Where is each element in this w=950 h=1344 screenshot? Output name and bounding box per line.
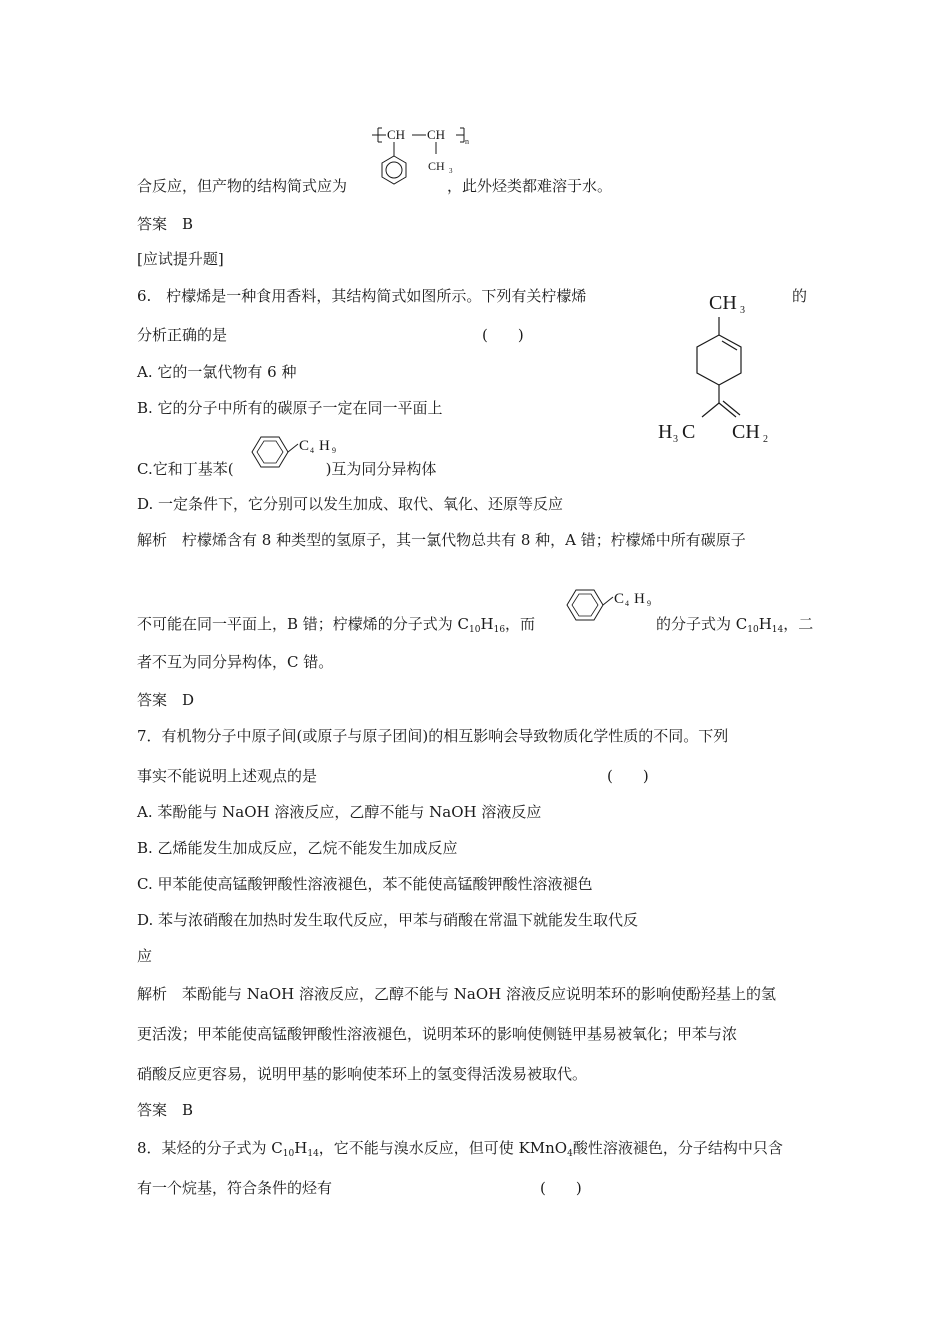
butyl-h-sub: 9 bbox=[647, 599, 651, 608]
q7-option-d-line2: 应 bbox=[137, 947, 153, 965]
q6-stem-line1-tail: 的 bbox=[792, 287, 808, 305]
polymer-ch3-sub: 3 bbox=[449, 167, 453, 175]
analysis-text-d: ，二 bbox=[783, 615, 814, 633]
q5-conclusion-post: ，此外烃类都难溶于水。 bbox=[447, 177, 613, 195]
q5-answer bbox=[137, 214, 193, 234]
q6-analysis-line1: 解析 柠檬烯含有 8 种类型的氢原子，其一氯代物总共有 8 种，A 错；柠檬烯中所有碳原子 bbox=[137, 531, 746, 549]
q5-conclusion-pre: 合反应，但产物的结构简式应为 bbox=[137, 177, 348, 195]
formula-h: H bbox=[294, 1139, 308, 1157]
q7-stem-line1: 7．有机物分子中原子间(或原子与原子团间)的相互影响会导致物质化学性质的不同。下列 bbox=[137, 727, 729, 745]
formula-h: H bbox=[480, 615, 494, 633]
q8-text-a: 8．某烃的分子式为 C bbox=[137, 1139, 283, 1157]
analysis-text-c: 的分子式为 C bbox=[656, 615, 748, 633]
q7-option-d-line1: D. 苯与浓硝酸在加热时发生取代反应，甲苯与硝酸在常温下就能发生取代反 bbox=[137, 911, 639, 929]
formula-sub: 16 bbox=[493, 625, 506, 635]
formula-sub: 10 bbox=[747, 625, 759, 635]
q8-stem-line2: 有一个烷基，符合条件的烃有 bbox=[137, 1179, 333, 1197]
limonene-ch2-sub: 2 bbox=[763, 434, 768, 445]
q6-option-b: B. 它的分子中所有的碳原子一定在同一平面上 bbox=[137, 399, 443, 417]
q6-stem-line2 bbox=[137, 325, 227, 345]
analysis-text-b: ，而 bbox=[505, 615, 536, 633]
formula-sub: 10 bbox=[282, 1149, 295, 1159]
q6-option-a: A. 它的一氯代物有 6 种 bbox=[137, 363, 297, 381]
q6-stem-text: 分析正确的是 bbox=[137, 326, 228, 344]
butyl-h: H bbox=[634, 591, 645, 607]
limonene-ch3-sub: 3 bbox=[740, 305, 745, 316]
butylbenzene-structure-option bbox=[240, 430, 350, 475]
q8-text-c: 酸性溶液褪色，分子结构中只含 bbox=[572, 1139, 783, 1157]
q8-stem-line1 bbox=[137, 1138, 783, 1164]
formula-sub: 10 bbox=[469, 625, 481, 635]
q7-answer bbox=[137, 1100, 193, 1120]
answer-label: 答案 bbox=[137, 1101, 168, 1119]
limonene-ch2: CH bbox=[732, 421, 760, 443]
formula-sub: 4 bbox=[567, 1149, 573, 1159]
answer-value: B bbox=[182, 1101, 194, 1119]
butyl-c: C bbox=[614, 591, 625, 607]
polymer-ch3: CH bbox=[428, 159, 445, 173]
butyl-c-sub: 4 bbox=[310, 446, 314, 455]
answer-value: B bbox=[182, 215, 194, 233]
analysis-text-a: 不可能在同一平面上，B 错；柠檬烯的分子式为 C bbox=[137, 615, 470, 633]
q6-analysis-line2-right bbox=[656, 614, 813, 640]
answer-value: D bbox=[182, 691, 195, 709]
q7-analysis-line1: 解析 苯酚能与 NaOH 溶液反应，乙醇不能与 NaOH 溶液反应说明苯环的影响使酚羟基上的氢 bbox=[137, 985, 776, 1003]
q6-stem-line1: 6. 柠檬烯是一种食用香料，其结构简式如图所示。下列有关柠檬烯 bbox=[137, 287, 587, 305]
formula-sub: 14 bbox=[307, 1149, 319, 1159]
answer-label: 答案 bbox=[137, 691, 168, 709]
section-title: [应试提升题] bbox=[137, 250, 224, 268]
butylbenzene-structure-analysis bbox=[555, 583, 665, 628]
butyl-h: H bbox=[319, 438, 330, 454]
formula-sub: 14 bbox=[771, 625, 784, 635]
butyl-h-sub: 9 bbox=[332, 446, 336, 455]
q6-option-d: D. 一定条件下，它分别可以发生加成、取代、氧化、还原等反应 bbox=[137, 495, 564, 513]
q8-text-b: ，它不能与溴水反应，但可使 KMnO bbox=[318, 1139, 568, 1157]
polymer-ch-1: CH bbox=[387, 127, 406, 142]
polymer-n: n bbox=[465, 137, 469, 146]
q6-analysis-line2 bbox=[137, 614, 535, 640]
q6-option-c-pre: C.它和丁基苯( bbox=[137, 460, 234, 478]
limonene-h3c-h: H bbox=[658, 421, 673, 443]
formula-h: H bbox=[758, 615, 772, 633]
q7-stem-line2: 事实不能说明上述观点的是 bbox=[137, 767, 318, 785]
q7-analysis-line3: 硝酸反应更容易，说明甲基的影响使苯环上的氢变得活泼易被取代。 bbox=[137, 1065, 588, 1083]
q6-option-c-post: )互为同分异构体 bbox=[325, 460, 437, 478]
limonene-ch3: CH bbox=[709, 292, 737, 314]
butyl-c: C bbox=[299, 438, 310, 454]
q6-answer bbox=[137, 690, 194, 710]
q8-answer-blank: ( ) bbox=[540, 1179, 582, 1197]
q7-analysis-line2: 更活泼；甲苯能使高锰酸钾酸性溶液褪色，说明苯环的影响使侧链甲基易被氧化；甲苯与浓 bbox=[137, 1025, 738, 1043]
polymer-ch-2: CH bbox=[427, 127, 446, 142]
q7-option-a: A. 苯酚能与 NaOH 溶液反应，乙醇不能与 NaOH 溶液反应 bbox=[137, 803, 542, 821]
q7-option-c: C. 甲苯能使高锰酸钾酸性溶液褪色，苯不能使高锰酸钾酸性溶液褪色 bbox=[137, 875, 593, 893]
q6-analysis-line3: 者不互为同分异构体，C 错。 bbox=[137, 653, 334, 671]
butyl-c-sub: 4 bbox=[625, 599, 629, 608]
answer-label: 答案 bbox=[137, 215, 168, 233]
limonene-h3c-sub: 3 bbox=[673, 434, 678, 445]
q6-answer-blank: ( ) bbox=[482, 326, 524, 344]
limonene-structure bbox=[652, 285, 782, 450]
q5-conclusion-line bbox=[137, 176, 612, 196]
limonene-h3c-c: C bbox=[682, 421, 696, 443]
q7-option-b: B. 乙烯能发生加成反应，乙烷不能发生加成反应 bbox=[137, 839, 458, 857]
q7-answer-blank: ( ) bbox=[607, 767, 649, 785]
